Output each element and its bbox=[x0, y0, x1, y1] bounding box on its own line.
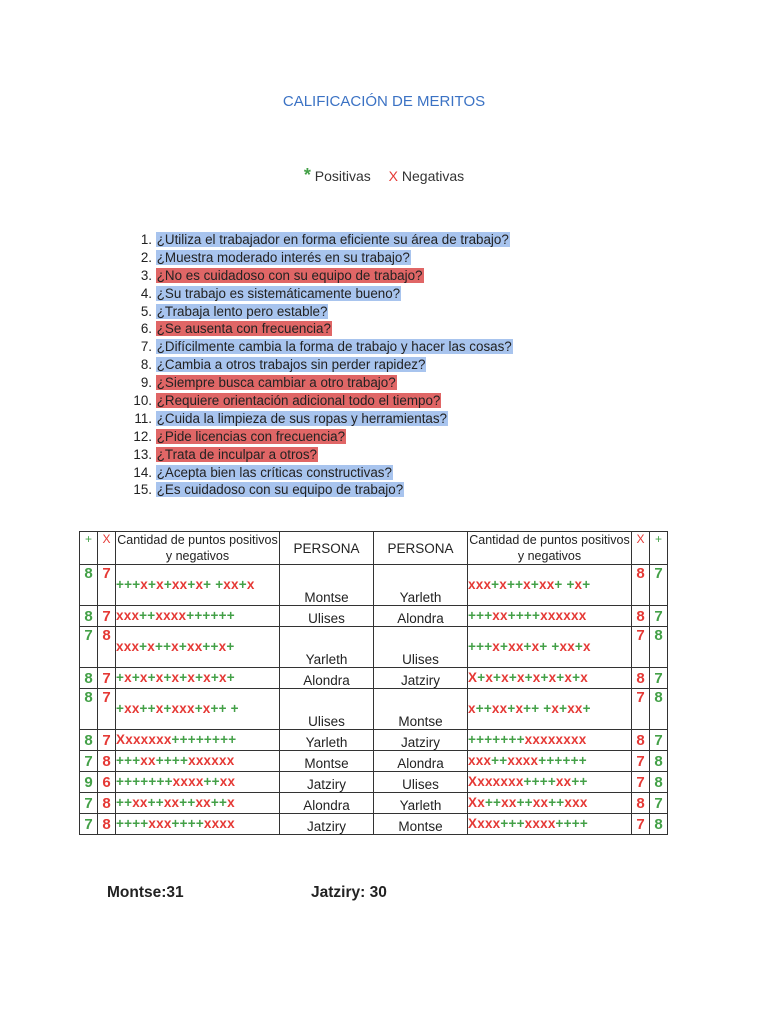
left-marks: +++x+x+xx+x+ +xx+x bbox=[116, 565, 280, 606]
table-row bbox=[80, 814, 668, 835]
question-number: 8. bbox=[140, 357, 152, 373]
left-person: Montse bbox=[280, 751, 374, 772]
right-cross-score: 7 bbox=[632, 814, 650, 835]
negative-label: Negativas bbox=[401, 168, 465, 184]
right-marks: xxx++xxxx++++++ bbox=[468, 751, 632, 772]
right-marks: Xxxxxxx++++xx++ bbox=[468, 772, 632, 793]
table-row bbox=[80, 793, 668, 814]
question-item bbox=[128, 464, 513, 482]
left-marks: Xxxxxxx++++++++ bbox=[116, 730, 280, 751]
left-marks: +xx++x+xxx+x++ + bbox=[116, 689, 280, 730]
table-row bbox=[80, 606, 668, 627]
right-cross-score: 7 bbox=[632, 751, 650, 772]
right-marks: X+x+x+x+x+x+x+x bbox=[468, 668, 632, 689]
right-marks: Xx++xx++xx++xxx bbox=[468, 793, 632, 814]
header-person-right: PERSONA bbox=[374, 532, 468, 565]
right-cross-score: 8 bbox=[632, 565, 650, 606]
right-person: Yarleth bbox=[374, 793, 468, 814]
right-person: Alondra bbox=[374, 606, 468, 627]
right-person: Alondra bbox=[374, 751, 468, 772]
right-plus-score: 8 bbox=[650, 814, 668, 835]
left-person: Yarleth bbox=[280, 730, 374, 751]
question-number: 15. bbox=[133, 482, 152, 498]
question-item bbox=[128, 338, 513, 356]
total-jatziry: Jatziry: 30 bbox=[311, 884, 387, 901]
left-plus-score: 8 bbox=[80, 565, 98, 606]
question-text: ¿Su trabajo es sistemáticamente bueno? bbox=[156, 285, 401, 301]
question-text: ¿No es cuidadoso con su equipo de trabajo? bbox=[156, 267, 423, 283]
right-plus-score: 7 bbox=[650, 606, 668, 627]
scores-table bbox=[79, 531, 668, 835]
question-text: ¿Difícilmente cambia la forma de trabajo y hacer las cosas? bbox=[156, 339, 512, 355]
left-person: Ulises bbox=[280, 606, 374, 627]
table-row bbox=[80, 565, 668, 606]
left-cross-score: 7 bbox=[98, 565, 116, 606]
right-plus-score: 8 bbox=[650, 772, 668, 793]
right-cross-score: 7 bbox=[632, 772, 650, 793]
question-text: ¿Cuida la limpieza de sus ropas y herramientas? bbox=[156, 410, 447, 426]
question-text: ¿Utiliza el trabajador en forma eficiente su área de trabajo? bbox=[156, 232, 509, 247]
question-number: 1. bbox=[140, 232, 152, 247]
left-marks: xxx++xxxx++++++ bbox=[116, 606, 280, 627]
left-marks: ++++xxx++++xxxx bbox=[116, 814, 280, 835]
question-text: ¿Se ausenta con frecuencia? bbox=[156, 321, 331, 337]
header-cross-right: X bbox=[632, 532, 650, 565]
table-row bbox=[80, 689, 668, 730]
right-cross-score: 8 bbox=[632, 668, 650, 689]
question-item bbox=[128, 303, 513, 321]
question-number: 11. bbox=[134, 410, 152, 426]
left-plus-score: 8 bbox=[80, 668, 98, 689]
question-text: ¿Siempre busca cambiar a otro trabajo? bbox=[156, 375, 396, 391]
right-plus-score: 8 bbox=[650, 751, 668, 772]
right-plus-score: 7 bbox=[650, 565, 668, 606]
left-person: Jatziry bbox=[280, 814, 374, 835]
right-marks: xxx+x++x+xx+ +x+ bbox=[468, 565, 632, 606]
left-cross-score: 7 bbox=[98, 668, 116, 689]
left-person: Yarleth bbox=[280, 627, 374, 668]
positive-star-icon: * bbox=[303, 165, 311, 185]
question-item bbox=[128, 446, 513, 464]
question-item bbox=[128, 231, 513, 249]
question-number: 13. bbox=[133, 446, 152, 462]
question-item bbox=[128, 249, 513, 267]
left-marks: +++xx++++xxxxxx bbox=[116, 751, 280, 772]
left-marks: ++xx++xx++xx++x bbox=[116, 793, 280, 814]
header-plus: + bbox=[80, 532, 98, 565]
left-cross-score: 6 bbox=[98, 772, 116, 793]
right-person: Montse bbox=[374, 814, 468, 835]
left-plus-score: 7 bbox=[80, 793, 98, 814]
table-row bbox=[80, 751, 668, 772]
right-cross-score: 8 bbox=[632, 606, 650, 627]
question-item bbox=[128, 356, 513, 374]
positive-label: Positivas bbox=[314, 168, 371, 184]
question-text: ¿Pide licencias con frecuencia? bbox=[156, 428, 346, 444]
right-plus-score: 8 bbox=[650, 689, 668, 730]
left-cross-score: 7 bbox=[98, 606, 116, 627]
question-number: 7. bbox=[140, 339, 152, 355]
left-person: Montse bbox=[280, 565, 374, 606]
question-item bbox=[128, 410, 513, 428]
left-person: Jatziry bbox=[280, 772, 374, 793]
left-cross-score: 7 bbox=[98, 730, 116, 751]
right-plus-score: 7 bbox=[650, 793, 668, 814]
page-title: CALIFICACIÓN DE MERITOS bbox=[282, 93, 486, 110]
question-item bbox=[128, 267, 513, 285]
left-cross-score: 8 bbox=[98, 751, 116, 772]
question-item bbox=[128, 481, 513, 499]
question-text: ¿Cambia a otros trabajos sin perder rapidez? bbox=[156, 357, 426, 373]
question-number: 9. bbox=[140, 375, 152, 391]
question-text: ¿Trabaja lento pero estable? bbox=[156, 303, 328, 319]
right-plus-score: 7 bbox=[650, 668, 668, 689]
table-row bbox=[80, 730, 668, 751]
question-number: 14. bbox=[133, 464, 152, 480]
header-points-left: Cantidad de puntos positivos y negativos bbox=[117, 533, 278, 563]
question-item bbox=[128, 285, 513, 303]
header-plus-right: + bbox=[650, 532, 668, 565]
question-item bbox=[128, 392, 513, 410]
question-number: 6. bbox=[140, 321, 152, 337]
left-plus-score: 8 bbox=[80, 730, 98, 751]
question-text: ¿Trata de inculpar a otros? bbox=[156, 446, 318, 462]
right-person: Ulises bbox=[374, 772, 468, 793]
question-number: 2. bbox=[140, 249, 152, 265]
left-plus-score: 7 bbox=[80, 814, 98, 835]
left-person: Ulises bbox=[280, 689, 374, 730]
header-cross: X bbox=[98, 532, 116, 565]
question-text: ¿Requiere orientación adicional todo el tiempo? bbox=[156, 393, 441, 409]
left-cross-score: 8 bbox=[98, 793, 116, 814]
negative-x-icon: X bbox=[388, 168, 398, 184]
left-person: Alondra bbox=[280, 668, 374, 689]
right-cross-score: 7 bbox=[632, 627, 650, 668]
question-list bbox=[128, 231, 513, 499]
left-person: Alondra bbox=[280, 793, 374, 814]
left-plus-score: 7 bbox=[80, 751, 98, 772]
header-person-left: PERSONA bbox=[280, 532, 374, 565]
right-person: Jatziry bbox=[374, 730, 468, 751]
right-marks: Xxxx+++xxxx++++ bbox=[468, 814, 632, 835]
total-montse: Montse:31 bbox=[107, 884, 184, 901]
question-item bbox=[128, 428, 513, 446]
right-cross-score: 8 bbox=[632, 793, 650, 814]
question-number: 10. bbox=[133, 393, 152, 409]
right-cross-score: 7 bbox=[632, 689, 650, 730]
question-item bbox=[128, 374, 513, 392]
right-marks: +++++++xxxxxxxx bbox=[468, 730, 632, 751]
right-person: Ulises bbox=[374, 627, 468, 668]
right-marks: +++xx++++xxxxxx bbox=[468, 606, 632, 627]
question-number: 5. bbox=[140, 303, 152, 319]
legend bbox=[0, 165, 768, 186]
left-marks: +++++++xxxx++xx bbox=[116, 772, 280, 793]
question-item bbox=[128, 320, 513, 338]
right-marks: +++x+xx+x+ +xx+x bbox=[468, 627, 632, 668]
left-plus-score: 7 bbox=[80, 627, 98, 668]
question-text: ¿Acepta bien las críticas constructivas? bbox=[156, 464, 392, 480]
left-plus-score: 9 bbox=[80, 772, 98, 793]
left-cross-score: 7 bbox=[98, 689, 116, 730]
question-number: 3. bbox=[140, 267, 152, 283]
right-plus-score: 8 bbox=[650, 627, 668, 668]
question-number: 4. bbox=[140, 285, 152, 301]
left-marks: xxx+x++x+xx++x+ bbox=[116, 627, 280, 668]
question-text: ¿Muestra moderado interés en su trabajo? bbox=[156, 249, 410, 265]
right-person: Jatziry bbox=[374, 668, 468, 689]
question-text: ¿Es cuidadoso con su equipo de trabajo? bbox=[156, 482, 404, 498]
left-marks: +x+x+x+x+x+x+x+ bbox=[116, 668, 280, 689]
left-cross-score: 8 bbox=[98, 814, 116, 835]
question-number: 12. bbox=[133, 428, 152, 444]
left-plus-score: 8 bbox=[80, 606, 98, 627]
right-plus-score: 7 bbox=[650, 730, 668, 751]
table-row bbox=[80, 668, 668, 689]
left-cross-score: 8 bbox=[98, 627, 116, 668]
right-person: Yarleth bbox=[374, 565, 468, 606]
header-points-right: Cantidad de puntos positivos y negativos bbox=[469, 533, 630, 563]
right-person: Montse bbox=[374, 689, 468, 730]
right-cross-score: 8 bbox=[632, 730, 650, 751]
right-marks: x++xx+x++ +x+xx+ bbox=[468, 689, 632, 730]
left-plus-score: 8 bbox=[80, 689, 98, 730]
table-row bbox=[80, 772, 668, 793]
table-row bbox=[80, 627, 668, 668]
